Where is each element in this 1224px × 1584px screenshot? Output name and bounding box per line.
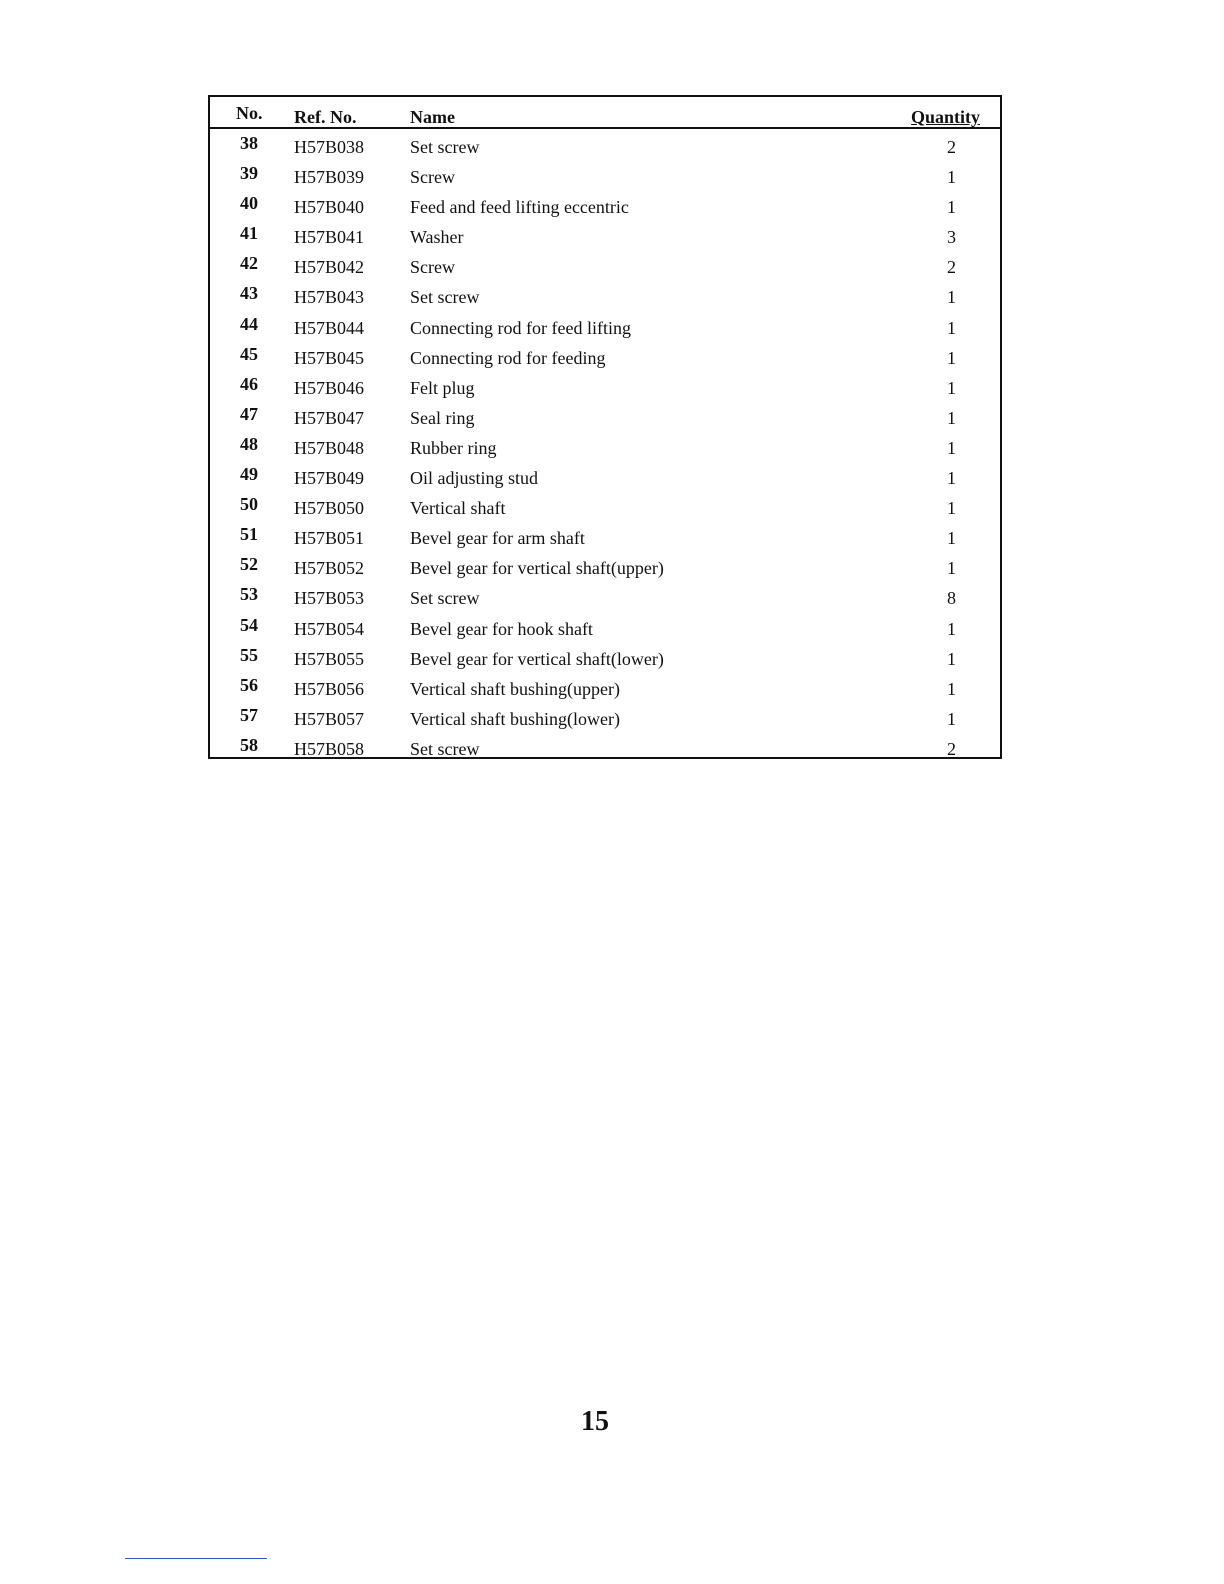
table-row [210, 161, 1000, 191]
row-name: Set screw [410, 137, 480, 157]
header-name: Name [410, 107, 455, 127]
row-ref-no: H57B046 [294, 377, 365, 398]
table-row [210, 312, 1000, 342]
row-no: 58 [240, 734, 258, 755]
table-row [210, 582, 1000, 612]
row-name: Rubber ring [410, 437, 497, 458]
row-ref-no: H57B057 [294, 708, 365, 729]
row-quantity: 1 [947, 618, 956, 639]
row-ref-no: H57B041 [294, 227, 365, 248]
row-quantity: 8 [947, 588, 956, 609]
row-ref-no: H57B040 [294, 197, 365, 218]
row-quantity: 1 [947, 528, 956, 549]
table-row [210, 221, 1000, 251]
table-row [210, 552, 1000, 582]
row-name: Bevel gear for arm shaft [410, 528, 585, 549]
row-no: 53 [240, 584, 258, 605]
row-ref-no: H57B048 [294, 437, 365, 458]
row-no: 54 [240, 614, 258, 635]
row-no: 43 [240, 283, 258, 304]
row-ref-no: H57B053 [294, 588, 365, 609]
table-row [210, 372, 1000, 402]
table-row [210, 251, 1000, 281]
row-name: Vertical shaft bushing(upper) [410, 678, 620, 699]
row-name: Felt plug [410, 377, 475, 398]
row-quantity: 1 [947, 708, 956, 729]
row-ref-no: H57B038 [294, 137, 365, 157]
row-name: Bevel gear for hook shaft [410, 618, 593, 639]
row-quantity: 1 [947, 468, 956, 489]
row-name: Feed and feed lifting eccentric [410, 197, 629, 218]
row-ref-no: H57B049 [294, 468, 365, 489]
row-ref-no: H57B058 [294, 738, 365, 759]
row-no: 51 [240, 524, 258, 545]
row-ref-no: H57B051 [294, 528, 365, 549]
row-no: 50 [240, 494, 258, 515]
header-ref-no: Ref. No. [294, 107, 357, 127]
row-ref-no: H57B050 [294, 498, 365, 519]
row-quantity: 1 [947, 347, 956, 368]
row-quantity: 1 [947, 407, 956, 428]
table-row [210, 522, 1000, 552]
row-ref-no: H57B047 [294, 407, 365, 428]
row-ref-no: H57B039 [294, 167, 365, 188]
row-no: 45 [240, 343, 258, 364]
row-name: Vertical shaft bushing(lower) [410, 708, 620, 729]
table-row [210, 191, 1000, 221]
row-ref-no: H57B045 [294, 347, 365, 368]
row-ref-no: H57B052 [294, 558, 365, 579]
table-row [210, 703, 1000, 733]
row-quantity: 2 [947, 257, 956, 278]
row-ref-no: H57B055 [294, 648, 365, 669]
table-row [210, 643, 1000, 673]
table-row [210, 402, 1000, 432]
row-no: 41 [240, 223, 258, 244]
row-name: Screw [410, 257, 455, 278]
row-name: Connecting rod for feed lifting [410, 317, 631, 338]
row-name: Connecting rod for feeding [410, 347, 606, 368]
row-quantity: 1 [947, 287, 956, 308]
row-name: Screw [410, 167, 455, 188]
table-header [210, 97, 1000, 129]
row-no: 39 [240, 163, 258, 184]
row-name: Set screw [410, 738, 480, 759]
row-no: 38 [240, 133, 258, 153]
table-row [210, 492, 1000, 522]
table-row [210, 131, 1000, 161]
row-no: 46 [240, 373, 258, 394]
header-no: No. [236, 103, 263, 123]
row-name: Oil adjusting stud [410, 468, 539, 489]
row-quantity: 1 [947, 197, 956, 218]
row-quantity: 1 [947, 498, 956, 519]
row-quantity: 1 [947, 678, 956, 699]
table-row [210, 342, 1000, 372]
row-no: 57 [240, 704, 258, 725]
table-body [210, 131, 1000, 763]
row-no: 42 [240, 253, 258, 274]
row-ref-no: H57B054 [294, 618, 365, 639]
page-number: 15 [581, 1406, 609, 1437]
row-no: 52 [240, 554, 258, 575]
row-name: Set screw [410, 588, 480, 609]
row-ref-no: H57B044 [294, 317, 365, 338]
row-no: 48 [240, 433, 258, 454]
row-no: 40 [240, 193, 258, 214]
row-name: Bevel gear for vertical shaft(upper) [410, 558, 664, 579]
parts-table [208, 95, 1002, 759]
row-quantity: 1 [947, 167, 956, 188]
row-no: 55 [240, 644, 258, 665]
row-quantity: 2 [947, 137, 956, 157]
row-quantity: 1 [947, 558, 956, 579]
row-name: Set screw [410, 287, 480, 308]
table-row [210, 462, 1000, 492]
table-row [210, 673, 1000, 703]
row-quantity: 3 [947, 227, 956, 248]
row-quantity: 2 [947, 738, 956, 759]
row-quantity: 1 [947, 648, 956, 669]
footer-rule [125, 1558, 267, 1559]
row-no: 44 [240, 313, 258, 334]
row-no: 56 [240, 674, 258, 695]
row-no: 47 [240, 403, 258, 424]
table-row [210, 613, 1000, 643]
row-name: Seal ring [410, 407, 475, 428]
row-name: Washer [410, 227, 464, 248]
row-no: 49 [240, 464, 258, 485]
table-row [210, 733, 1000, 763]
table-row [210, 432, 1000, 462]
row-ref-no: H57B043 [294, 287, 365, 308]
row-quantity: 1 [947, 377, 956, 398]
row-name: Vertical shaft [410, 498, 506, 519]
header-quantity: Quantity [910, 107, 980, 127]
row-ref-no: H57B056 [294, 678, 365, 699]
row-name: Bevel gear for vertical shaft(lower) [410, 648, 664, 669]
row-quantity: 1 [947, 317, 956, 338]
row-ref-no: H57B042 [294, 257, 365, 278]
row-quantity: 1 [947, 437, 956, 458]
table-row [210, 281, 1000, 311]
